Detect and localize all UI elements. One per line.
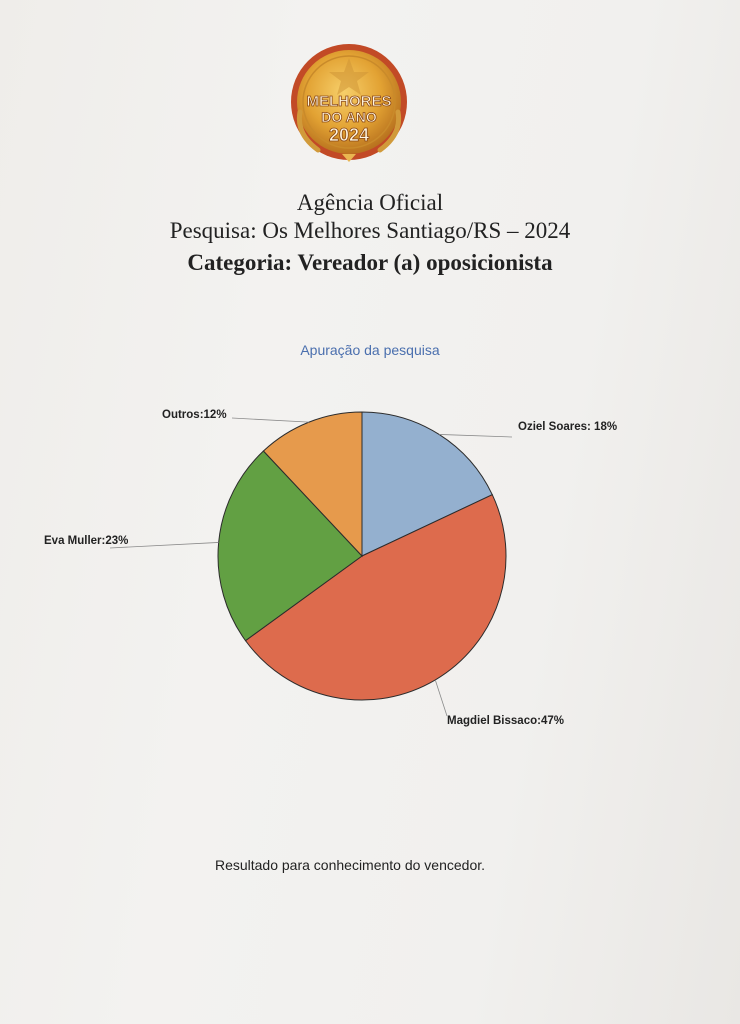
chart-title: Apuração da pesquisa — [300, 342, 440, 358]
leader-line-3 — [232, 418, 309, 422]
logo-line2: DO ANO — [321, 109, 377, 125]
logo-line3: 2024 — [328, 125, 370, 145]
slice-label-1: Magdiel Bissaco:47% — [447, 715, 564, 727]
logo-line1: MELHORES — [306, 93, 392, 110]
leader-line-1 — [435, 680, 447, 716]
agency-title: Agência Oficial — [296, 190, 444, 215]
category-title: Categoria: Vereador (a) oposicionista — [187, 250, 553, 275]
survey-title: Pesquisa: Os Melhores Santiago/RS – 2024 — [169, 218, 571, 243]
slice-label-2: Eva Muller:23% — [44, 535, 129, 547]
slice-label-0: Oziel Soares: 18% — [518, 421, 618, 433]
footer-note: Resultado para conhecimento do vencedor. — [214, 857, 486, 873]
slice-label-3: Outros:12% — [162, 409, 227, 421]
leader-line-0 — [439, 434, 512, 437]
